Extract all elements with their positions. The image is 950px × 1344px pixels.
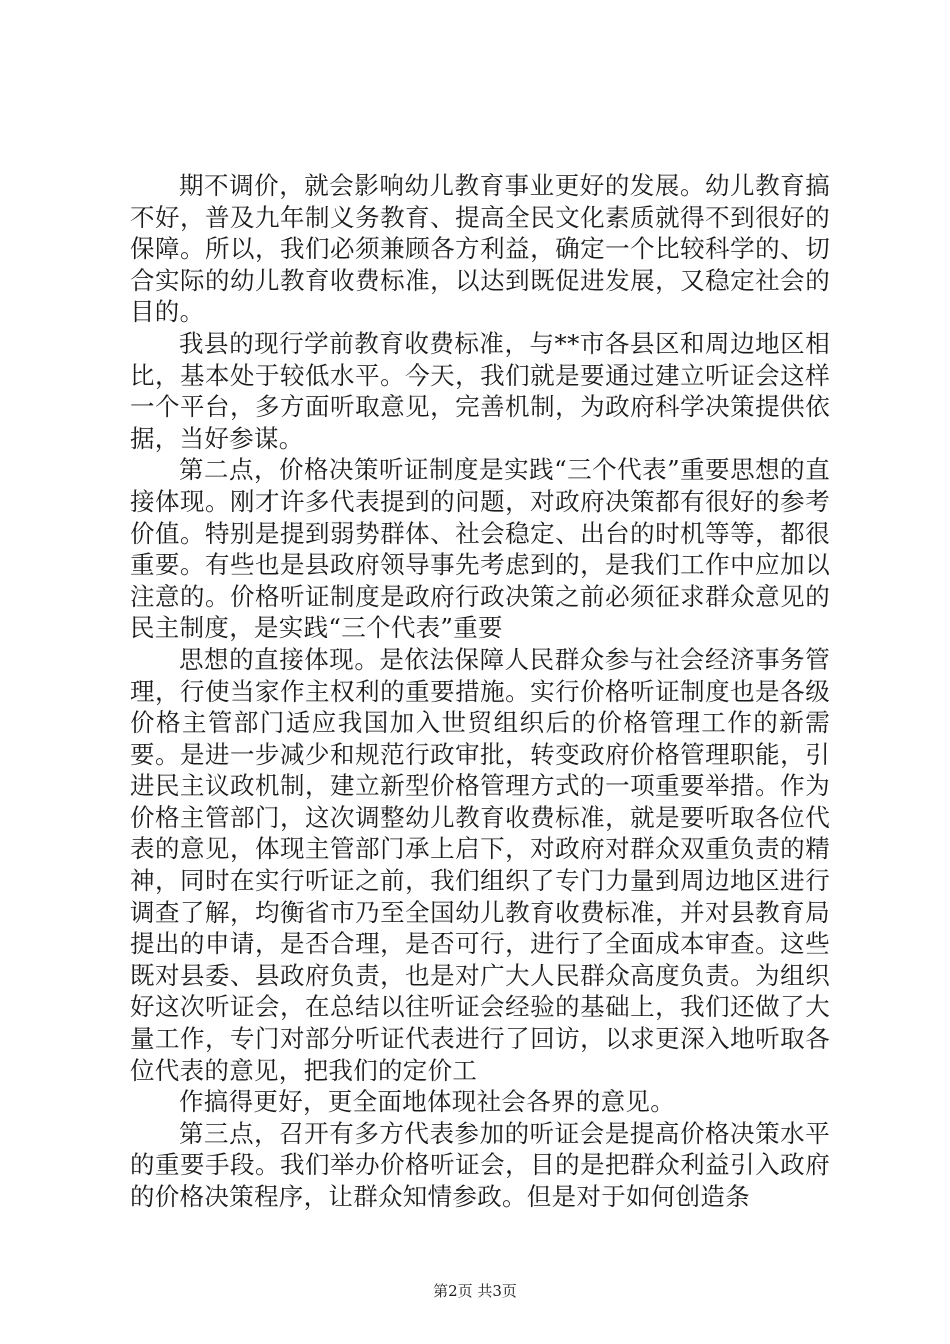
paragraph-6: 第三点，召开有多方代表参加的听证会是提高价格决策水平的重要手段。我们举办价格听证会，目的是把群众利益引入政府的价格决策程序，让群众知情参政。但是对于如何创造条 <box>130 1118 830 1211</box>
document-body <box>130 170 830 1213</box>
paragraph-4: 思想的直接体现。是依法保障人民群众参与社会经济事务管理，行使当家作主权利的重要措施。实行价格听证制度也是各级价格主管部门适应我国加入世贸组织后的价格管理工作的新需要。是进一步减少和规范行政审批，转变政府价格管理职能，引进民主议政机制，建立新型价格管理方式的一项重要举措。作为价格主管部门，这次调整幼儿教育收费标准，就是要听取各位代表的意见，体现主管部门承上启下，对政府对群众双重负责的精神，同时在实行听证之前，我们组织了专门力量到周边地区进行调查了解，均衡省市乃至全国幼儿教育收费标准，并对县教育局提出的申请，是否合理，是否可行，进行了全面成本审查。这些既对县委、县政府负责，也是对广大人民群众高度负责。为组织好这次听证会，在总结以往听证会经验的基础上，我们还做了大量工作，专门对部分听证代表进行了回访，以求更深入地听取各位代表的意见，把我们的定价工 <box>130 644 830 1085</box>
paragraph-2: 我县的现行学前教育收费标准，与**市各县区和周边地区相比，基本处于较低水平。今天，我们就是要通过建立听证会这样一个平台，多方面听取意见，完善机制，为政府科学决策提供依据，当好参谋。 <box>130 328 830 453</box>
paragraph-3: 第二点，价格决策听证制度是实践“三个代表”重要思想的直接体现。刚才许多代表提到的问题，对政府决策都有很好的参考价值。特别是提到弱势群体、社会稳定、出台的时机等等，都很重要。有些也是县政府领导事先考虑到的，是我们工作中应加以注意的。价格听证制度是政府行政决策之前必须征求群众意见的民主制度，是实践“三个代表”重要 <box>130 455 830 643</box>
paragraph-1: 期不调价，就会影响幼儿教育事业更好的发展。幼儿教育搞不好，普及九年制义务教育、提高全民文化素质就得不到很好的保障。所以，我们必须兼顾各方利益，确定一个比较科学的、切合实际的幼儿教育收费标准，以达到既促进发展，又稳定社会的目的。 <box>130 171 830 327</box>
paragraph-5: 作搞得更好，更全面地体现社会各界的意见。 <box>179 1087 675 1117</box>
page-footer: 第2页 共3页 <box>433 1282 517 1300</box>
